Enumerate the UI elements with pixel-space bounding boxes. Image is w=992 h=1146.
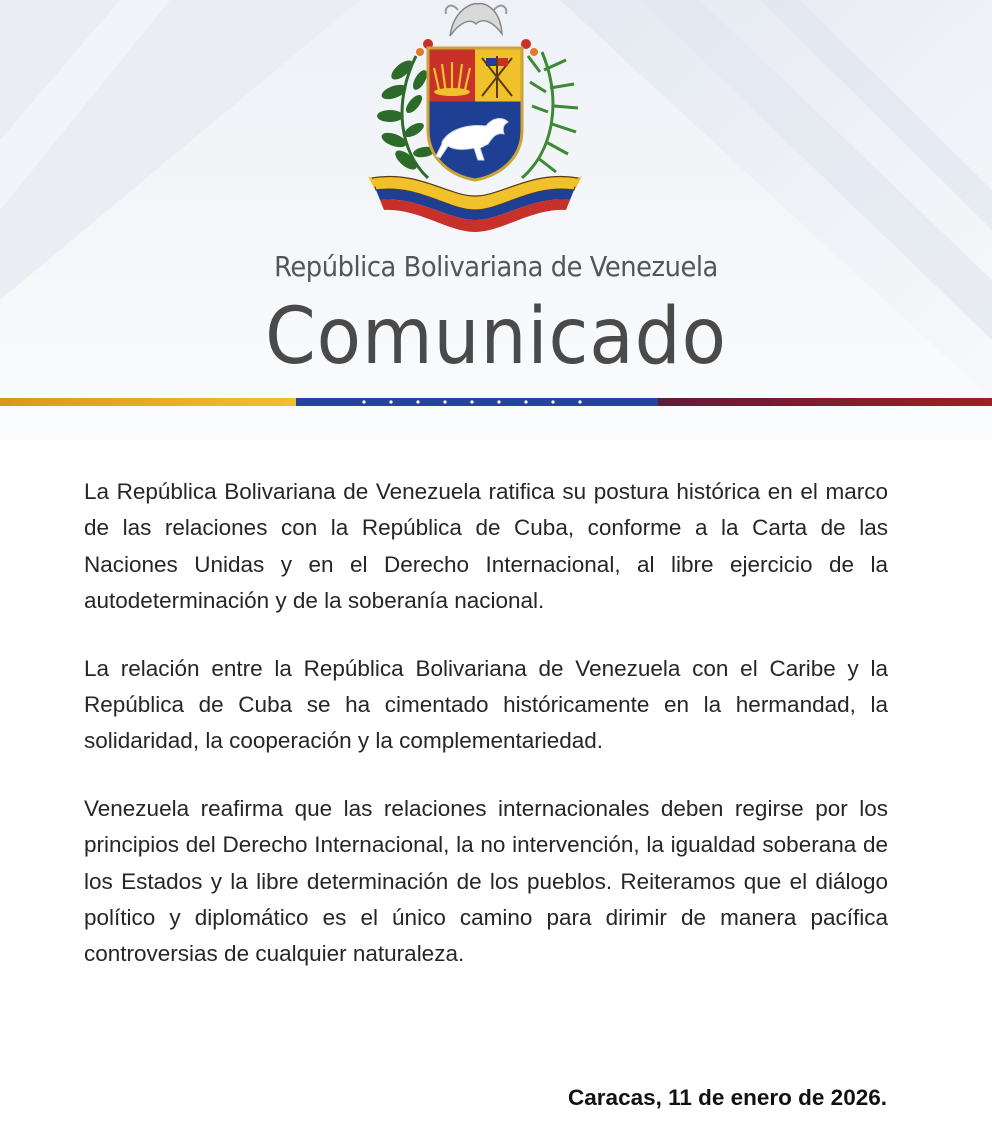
document-title: Comunicado [265, 292, 727, 382]
paragraph-2: La relación entre la República Bolivariana de Venezuela con el Caribe y la República de Cuba se ha cimentado históricamente en la hermandad, la solidaridad, la cooperación y la complementariedad. [84, 655, 888, 754]
flag-color-bar [0, 396, 992, 412]
paragraph-3: Venezuela reafirma que las relaciones internacionales deben regirse por los principios del Derecho Internacional, la no intervención, la igualdad soberana de los Estados y la libre determinación de los pueblos. Reiteramos que el diálogo político y diplomático es el único camino para dirimir de manera pacífica controversias de cualquier naturaleza. [84, 795, 888, 967]
venezuela-coat-of-arms-icon [358, 0, 590, 246]
paragraph-1: La República Bolivariana de Venezuela ratifica su postura histórica en el marco de las relaciones con la República de Cuba, conforme a la Carta de las Naciones Unidas y en el Derecho Internacional, al libre ejercicio de la autodeterminación y de la soberanía nacional. [84, 479, 888, 614]
place-and-date: Caracas, 11 de enero de 2026. [568, 1085, 887, 1110]
letterhead [0, 0, 992, 440]
communique-body [84, 474, 888, 1004]
country-name: República Bolivariana de Venezuela [274, 250, 718, 283]
